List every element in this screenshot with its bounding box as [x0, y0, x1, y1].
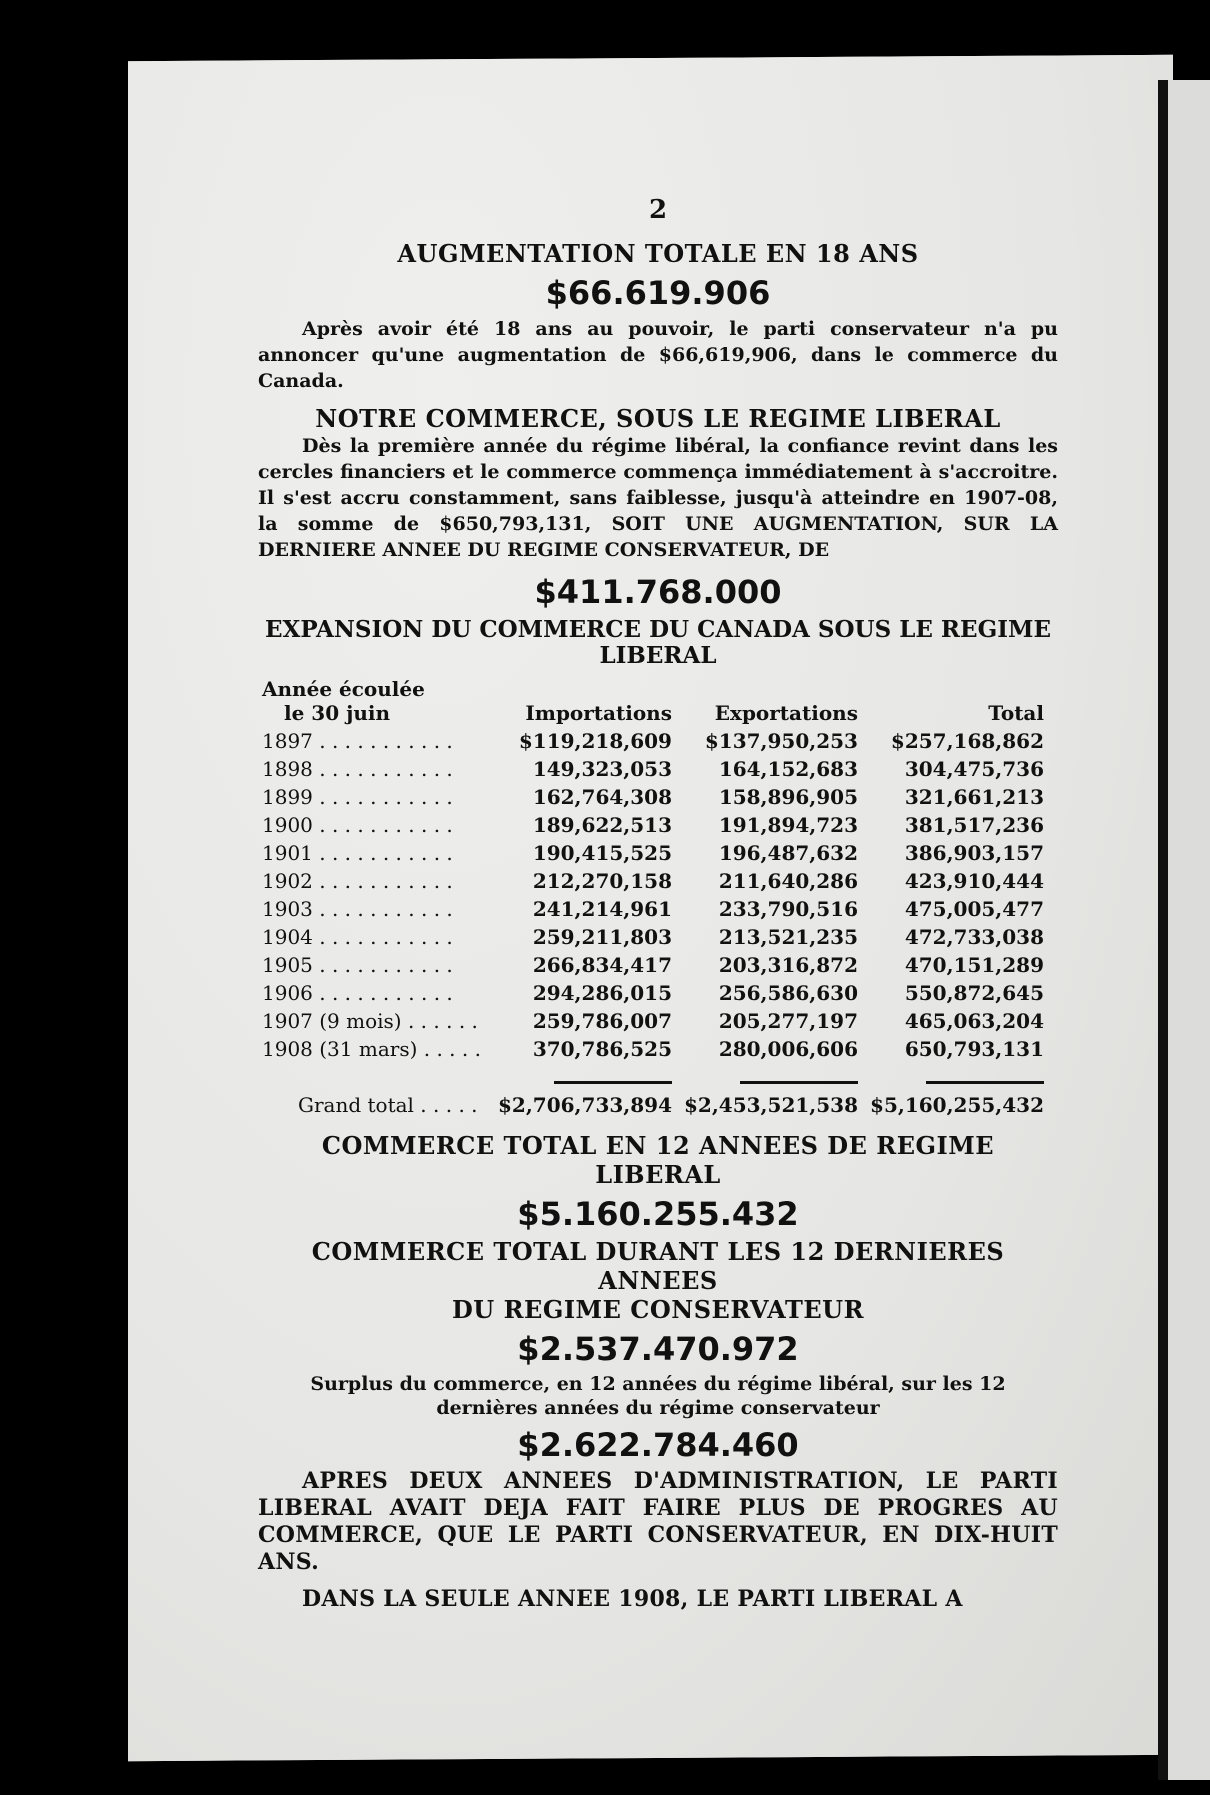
row-exports: 205,277,197 — [718, 1009, 858, 1033]
row-year: 1908 (31 mars) . . . . . — [262, 1037, 481, 1061]
row-total: 386,903,157 — [904, 841, 1044, 865]
col-total-header: Total — [988, 701, 1044, 725]
table-title: EXPANSION DU COMMERCE DU CANADA SOUS LE REGIME LIBERAL — [265, 616, 1051, 669]
table-row — [258, 811, 1048, 839]
col-year-line1: Année écoulée — [262, 677, 425, 701]
paragraph-two-years: APRES DEUX ANNEES D'ADMINISTRATION, LE PARTI LIBERAL AVAIT DEJA FAIT FAIRE PLUS DE PROGRES AU COMMERCE, QUE LE PARTI CONSERVATEUR, EN DIX-HUIT ANS. — [258, 1468, 1058, 1575]
table-row — [258, 755, 1048, 783]
table-row — [258, 951, 1048, 979]
row-year: 1898 . . . . . . . . . . . — [262, 757, 453, 781]
row-exports: 256,586,630 — [718, 981, 858, 1005]
row-total: 650,793,131 — [904, 1037, 1044, 1061]
row-exports: 213,521,235 — [718, 925, 858, 949]
grand-total-row — [258, 1091, 1048, 1119]
row-imports: 266,834,417 — [532, 953, 672, 977]
table-row — [258, 979, 1048, 1007]
amount-liberal-increase: $411.768.000 — [534, 573, 782, 611]
row-imports: 189,622,513 — [532, 813, 672, 837]
row-total: 321,661,213 — [904, 785, 1044, 809]
table-row — [258, 839, 1048, 867]
table-row — [258, 783, 1048, 811]
row-total: 465,063,204 — [904, 1009, 1044, 1033]
grand-total-label: Grand total . . . . . — [298, 1093, 478, 1117]
row-exports: 280,006,606 — [718, 1037, 858, 1061]
grand-total-exports: $2,453,521,538 — [684, 1093, 858, 1117]
row-year: 1900 . . . . . . . . . . . — [262, 813, 453, 837]
table-header-row — [258, 675, 1048, 727]
row-total: $257,168,862 — [890, 729, 1044, 753]
table-rule — [258, 1063, 1048, 1091]
row-total: 423,910,444 — [904, 869, 1044, 893]
col-imports-header: Importations — [525, 701, 672, 725]
row-exports: 191,894,723 — [718, 813, 858, 837]
row-exports: 233,790,516 — [718, 897, 858, 921]
row-total: 470,151,289 — [904, 953, 1044, 977]
row-year: 1899 . . . . . . . . . . . — [262, 785, 453, 809]
row-imports: 212,270,158 — [532, 869, 672, 893]
row-exports: 211,640,286 — [718, 869, 858, 893]
page-content — [258, 195, 1058, 1623]
heading-total-increase: AUGMENTATION TOTALE EN 18 ANS — [397, 239, 919, 268]
row-total: 304,475,736 — [904, 757, 1044, 781]
col-exports-header: Exportations — [714, 701, 858, 725]
row-imports: 162,764,308 — [532, 785, 672, 809]
col-year-line2: le 30 juin — [284, 701, 390, 725]
row-total: 472,733,038 — [904, 925, 1044, 949]
paragraph-conservative: Après avoir été 18 ans au pouvoir, le parti conservateur n'a pu annoncer qu'une augmentation de $66,619,906, dans le commerce du Canada. — [258, 318, 1058, 392]
paragraph-liberal: Dès la première année du régime libéral, la confiance revint dans les cercles financiers et le commerce commença immédiatement à s'accroitre. Il s'est accru constamment, sans faiblesse, jusqu'à atteindre en 1907-08, la somme de $650,793,131, SOIT UNE AUGMENTATION, SUR LA DERNIERE ANNEE DU REGIME CONSERVATEUR, DE — [258, 435, 1058, 561]
table-row — [258, 867, 1048, 895]
row-total: 550,872,645 — [904, 981, 1044, 1005]
table-row — [258, 895, 1048, 923]
row-year: 1897 . . . . . . . . . . . — [262, 729, 453, 753]
amount-increase: $66.619.906 — [545, 274, 771, 312]
table-row — [258, 923, 1048, 951]
grand-total-sum: $5,160,255,432 — [870, 1093, 1044, 1117]
row-imports: 294,286,015 — [532, 981, 672, 1005]
row-total: 475,005,477 — [904, 897, 1044, 921]
amount-liberal-total: $5.160.255.432 — [517, 1195, 799, 1233]
heading-conservative-total-2: DU REGIME CONSERVATEUR — [451, 1295, 865, 1324]
row-exports: 203,316,872 — [718, 953, 858, 977]
heading-liberal-commerce: NOTRE COMMERCE, SOUS LE REGIME LIBERAL — [315, 404, 1001, 433]
row-year: 1903 . . . . . . . . . . . — [262, 897, 453, 921]
row-year: 1902 . . . . . . . . . . . — [262, 869, 453, 893]
row-exports: 158,896,905 — [718, 785, 858, 809]
heading-conservative-total-1: COMMERCE TOTAL DURANT LES 12 DERNIERES ANNEES — [311, 1237, 1005, 1295]
row-exports: 196,487,632 — [718, 841, 858, 865]
table-row — [258, 1035, 1048, 1063]
row-imports: 190,415,525 — [532, 841, 672, 865]
row-imports: 370,786,525 — [532, 1037, 672, 1061]
row-imports: 259,786,007 — [532, 1009, 672, 1033]
row-imports: 241,214,961 — [532, 897, 672, 921]
table-row — [258, 1007, 1048, 1035]
row-imports: $119,218,609 — [518, 729, 672, 753]
adjacent-page-edge — [1158, 80, 1210, 1780]
surplus-text: Surplus du commerce, en 12 années du régime libéral, sur les 12 dernières années du régime conservateur — [310, 1373, 1006, 1419]
row-year: 1901 . . . . . . . . . . . — [262, 841, 453, 865]
row-exports: $137,950,253 — [704, 729, 858, 753]
amount-conservative-total: $2.537.470.972 — [517, 1330, 799, 1368]
row-total: 381,517,236 — [904, 813, 1044, 837]
paragraph-1908: DANS LA SEULE ANNEE 1908, LE PARTI LIBERAL A — [302, 1586, 963, 1612]
row-exports: 164,152,683 — [718, 757, 858, 781]
row-year: 1905 . . . . . . . . . . . — [262, 953, 453, 977]
trade-table — [258, 675, 1048, 1119]
row-imports: 259,211,803 — [532, 925, 672, 949]
row-year: 1904 . . . . . . . . . . . — [262, 925, 453, 949]
grand-total-imports: $2,706,733,894 — [498, 1093, 672, 1117]
row-year: 1906 . . . . . . . . . . . — [262, 981, 453, 1005]
heading-liberal-total: COMMERCE TOTAL EN 12 ANNEES DE REGIME LIBERAL — [321, 1131, 995, 1189]
amount-surplus: $2.622.784.460 — [517, 1426, 799, 1464]
col-year-header — [258, 675, 490, 727]
table-row — [258, 727, 1048, 755]
page-number: 2 — [648, 195, 668, 225]
row-year: 1907 (9 mois) . . . . . . — [262, 1009, 478, 1033]
row-imports: 149,323,053 — [532, 757, 672, 781]
